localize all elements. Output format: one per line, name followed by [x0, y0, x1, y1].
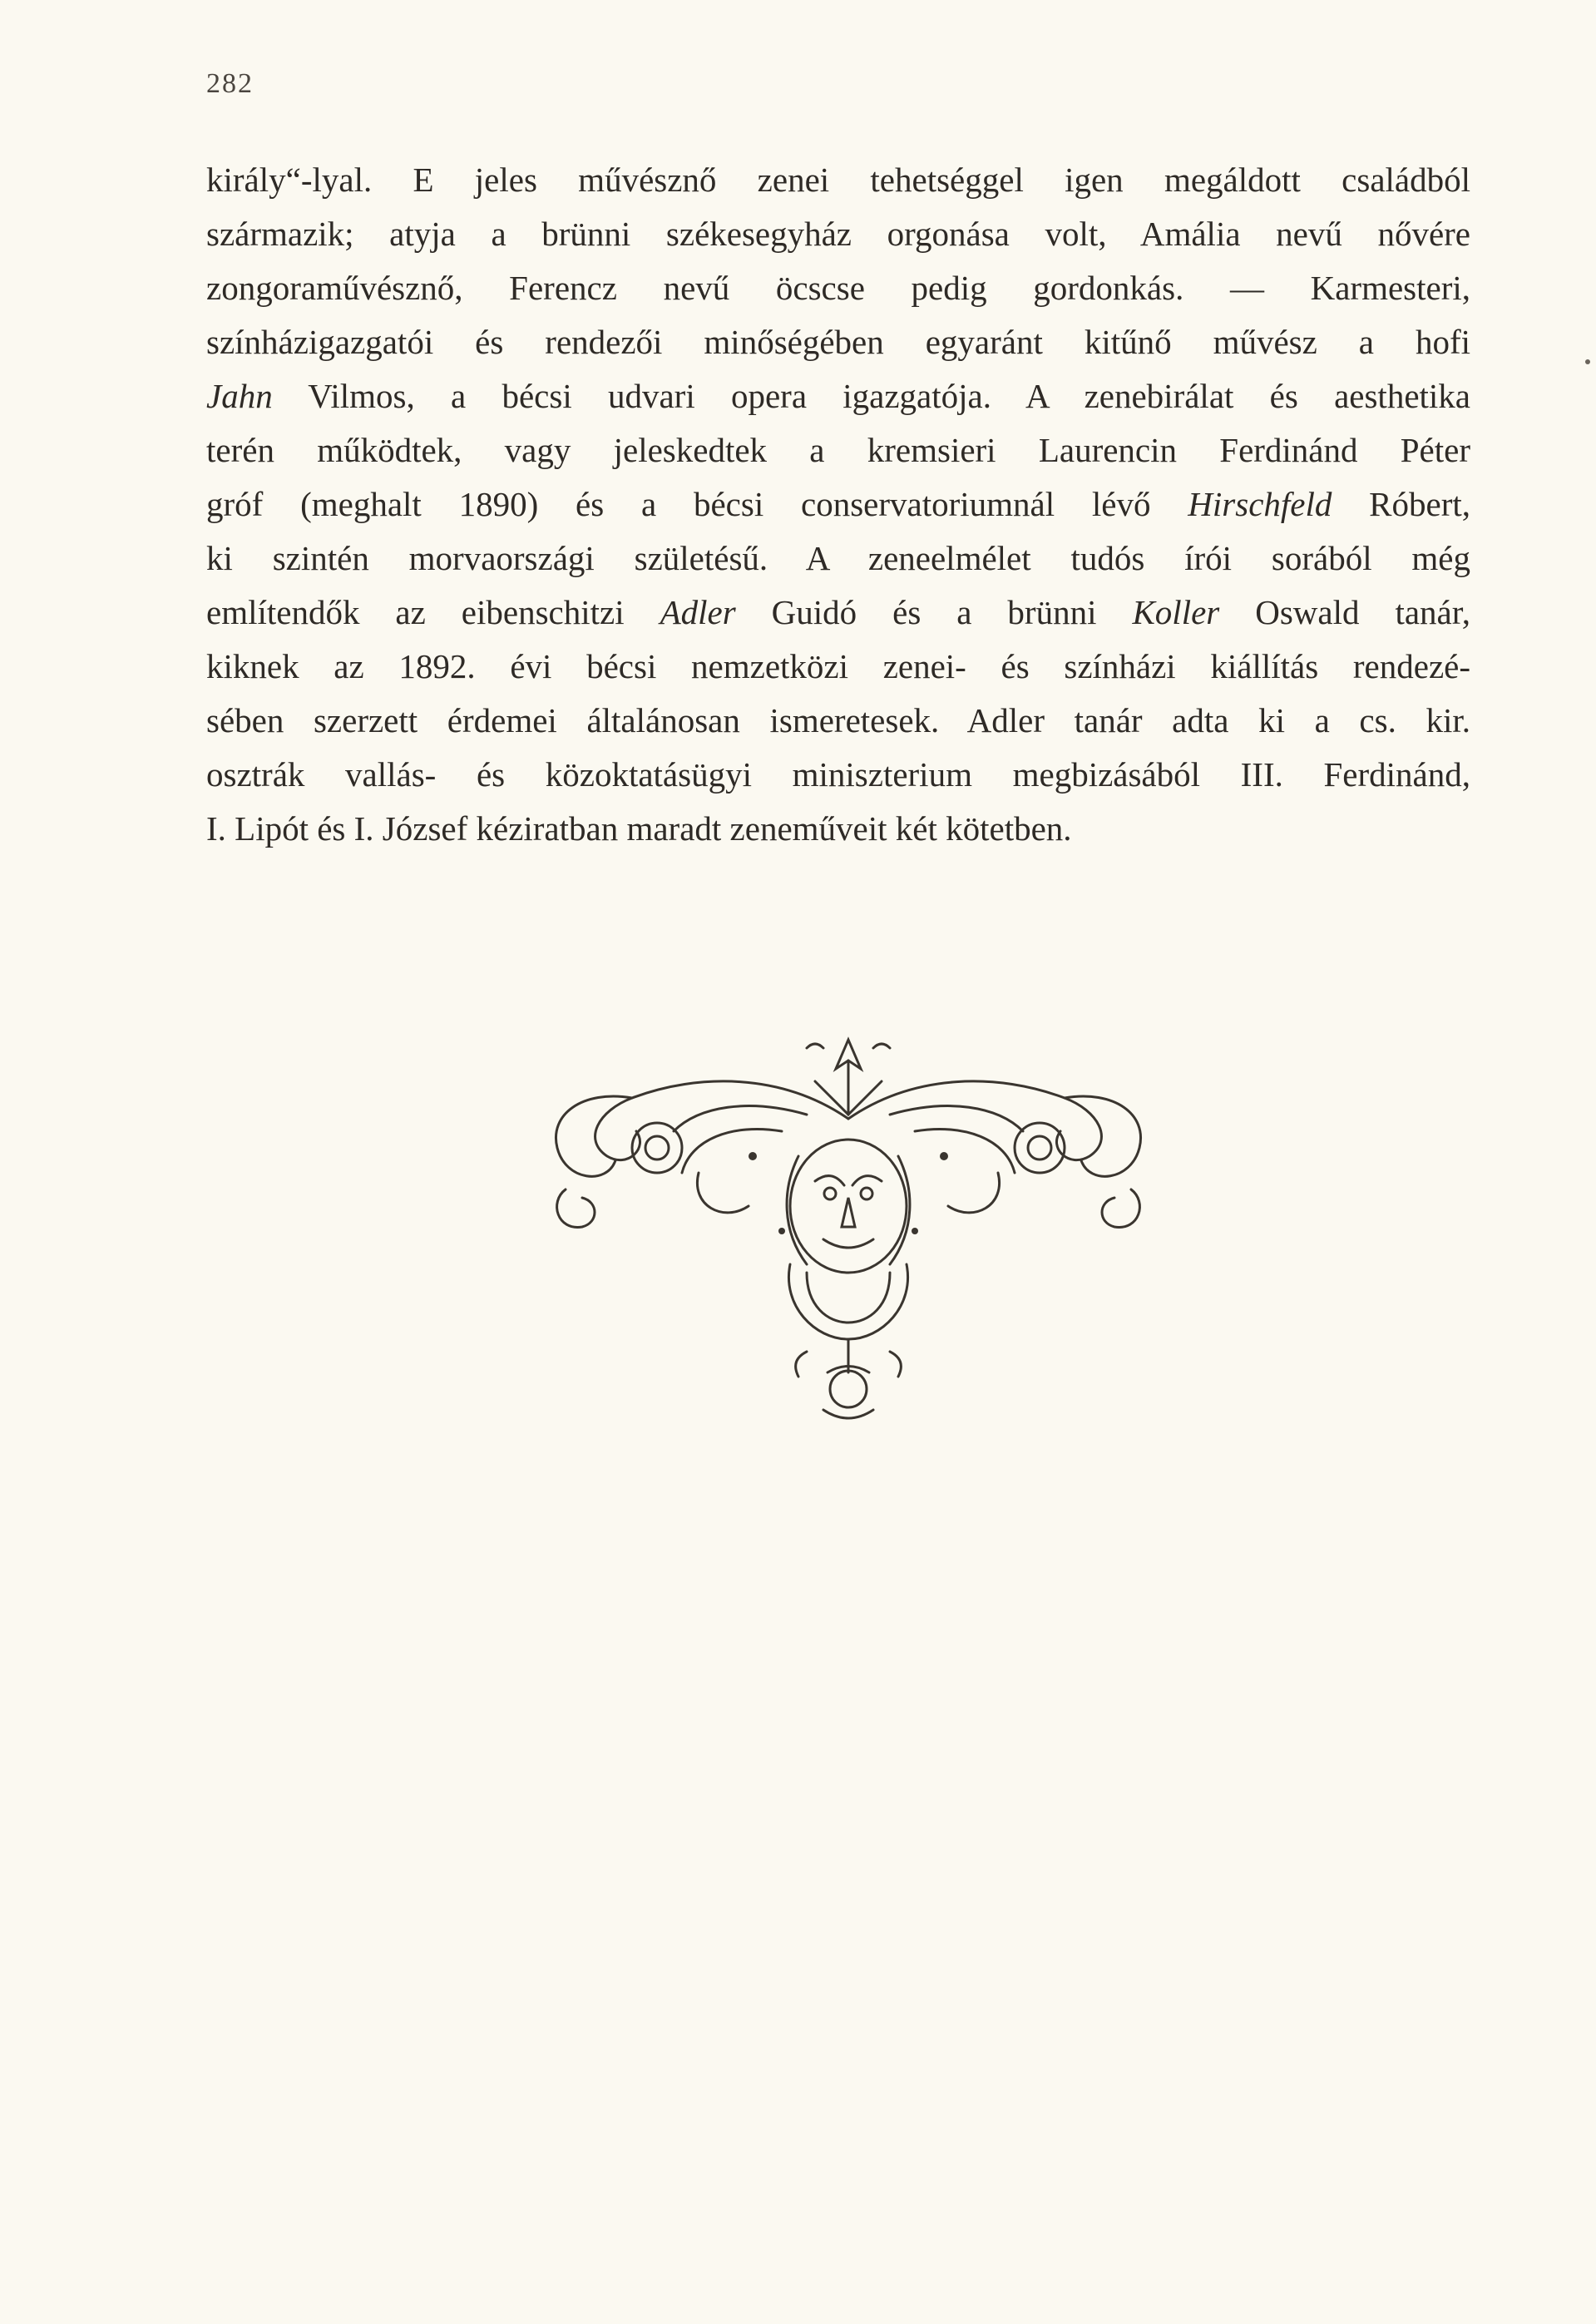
text-segment: említendők az eibenschitzi: [206, 593, 660, 631]
text-segment: származik; atyja a brünni székesegyház orgonása volt, Amália nevű nővére: [206, 215, 1470, 253]
italic-name: Jahn: [206, 377, 273, 415]
italic-name: Adler: [660, 593, 736, 631]
text-line: [206, 423, 1470, 477]
text-segment: zongoraművésznő, Ferencz nevű öcscse pedig gordonkás. — Karmesteri,: [206, 269, 1470, 307]
text-segment: Róbert,: [1332, 485, 1471, 523]
text-line: [206, 477, 1470, 532]
text-line: [206, 586, 1470, 640]
text-line: [206, 532, 1470, 586]
text-line: [206, 153, 1470, 207]
text-segment: Oswald tanár,: [1219, 593, 1471, 631]
text-segment: színházigazgatói és rendezői minőségében egyaránt kitűnő művész a hofi: [206, 323, 1470, 361]
text-line: [206, 640, 1470, 694]
decorative-vignette-icon: [532, 1023, 1164, 1431]
text-segment: osztrák vallás- és közoktatásügyi miniszterium megbizásából III. Ferdinánd,: [206, 755, 1470, 794]
text-segment: Guidó és a brünni: [735, 593, 1133, 631]
margin-speck: [1585, 359, 1590, 364]
text-line: [206, 369, 1470, 423]
text-segment: sében szerzett érdemei általánosan ismeretesek. Adler tanár adta ki a cs. kir.: [206, 701, 1470, 739]
text-segment: gróf (meghalt 1890) és a bécsi conservatoriumnál lévő: [206, 485, 1188, 523]
italic-name: Hirschfeld: [1188, 485, 1332, 523]
text-segment: terén működtek, vagy jeleskedtek a kremsieri Laurencin Ferdinánd Péter: [206, 431, 1470, 469]
text-segment: király“-lyal. E jeles művésznő zenei tehetséggel igen megáldott családból: [206, 161, 1470, 199]
text-line: [206, 261, 1470, 315]
text-line: [206, 207, 1470, 261]
text-segment: I. Lipót és I. József kéziratban maradt zeneműveit két kötetben.: [206, 809, 1072, 848]
text-line: [206, 315, 1470, 369]
text-segment: ki szintén morvaországi születésű. A zeneelmélet tudós írói sorából még: [206, 539, 1470, 577]
text-line: [206, 802, 1470, 856]
text-line: [206, 694, 1470, 748]
text-line: [206, 748, 1470, 802]
page-number: 282: [206, 68, 254, 99]
text-segment: Vilmos, a bécsi udvari opera igazgatója. A zenebirálat és aesthetika: [272, 377, 1470, 415]
italic-name: Koller: [1132, 593, 1220, 631]
text-segment: kiknek az 1892. évi bécsi nemzetközi zenei- és színházi kiállítás rendezé-: [206, 647, 1470, 685]
body-text: [206, 153, 1470, 856]
